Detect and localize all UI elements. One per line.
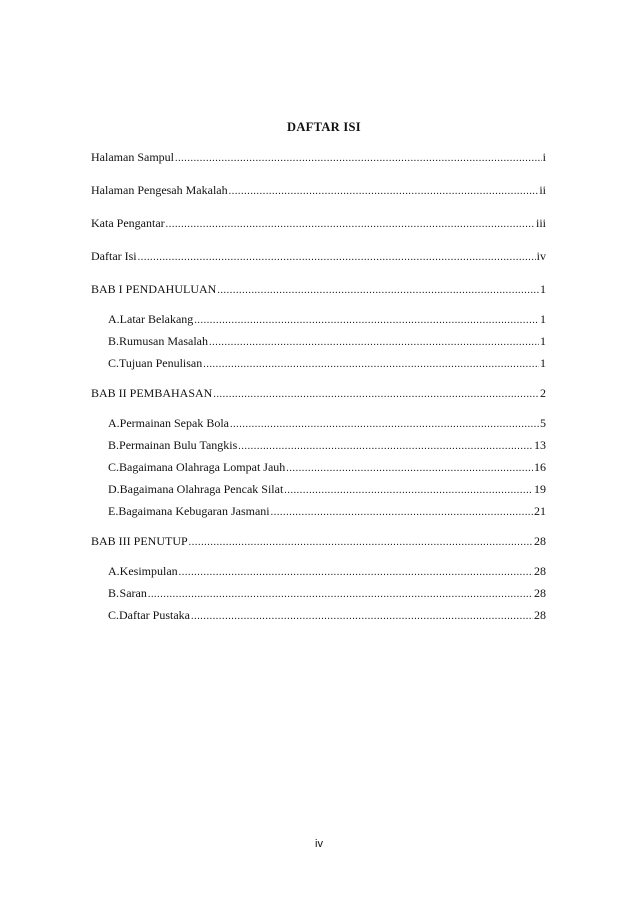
toc-entry [91,183,546,197]
toc-entry-page: 1 [540,356,546,370]
toc-leader-dots [238,440,533,452]
page-number: iv [315,838,323,850]
toc-entry-label: Rumusan Masalah [119,334,209,348]
toc-leader-dots [179,566,533,578]
toc-entry-label: Bagaimana Kebugaran Jasmani [118,504,270,518]
toc-leader-dots [217,284,539,296]
toc-entry [91,216,546,230]
toc-subentry [91,586,546,600]
toc-entry-letter: C. [108,608,120,622]
toc-entry-page: 21 [534,504,546,518]
toc-leader-dots [175,152,542,164]
toc-entry-page: 28 [534,608,546,622]
toc-leader-dots [191,610,533,622]
toc-entry-page: 28 [534,534,546,548]
toc-entry-letter: A. [108,564,120,578]
toc-entry [91,534,546,548]
toc-entry [91,249,546,263]
toc-entry-label: BAB II PEMBAHASAN [91,386,213,400]
toc-subentry [91,334,546,348]
toc-entry-letter: C. [108,356,120,370]
toc-entry-label: Bagaimana Olahraga Pencak Silat [119,482,284,496]
toc-leader-dots [284,484,533,496]
toc-entry-page: 2 [540,386,546,400]
toc-entry [91,386,546,400]
toc-subentry [91,356,546,370]
toc-entry-page: iv [536,249,546,263]
toc-subentry [91,564,546,578]
toc-entry-letter: E. [108,504,119,518]
toc-entry-page: 19 [534,482,546,496]
toc-entry-label: Tujuan Penulisan [119,356,203,370]
toc-entry-letter: A. [108,416,120,430]
toc-entry-label: Latar Belakang [119,312,194,326]
toc-entry-letter: D. [108,482,120,496]
page-title: DAFTAR ISI [287,120,361,134]
toc-entry-letter: B. [108,334,120,348]
toc-subentry [91,438,546,452]
toc-leader-dots [203,358,539,370]
toc-entry-label: Bagaimana Olahraga Lompat Jauh [119,460,286,474]
toc-entry-page: ii [539,183,546,197]
toc-entry-letter: A. [108,312,120,326]
toc-entry-letter: B. [108,586,120,600]
toc-leader-dots [286,462,533,474]
toc-leader-dots [189,536,533,548]
toc-leader-dots [209,336,539,348]
toc-leader-dots [271,506,533,518]
toc-leader-dots [148,588,533,600]
toc-entry-page: 28 [534,564,546,578]
toc-subentry [91,504,546,518]
toc-entry-label: Kesimpulan [119,564,178,578]
toc-entry-letter: B. [108,438,120,452]
toc-entry-page: 16 [534,460,546,474]
toc-entry-label: BAB I PENDAHULUAN [91,282,217,296]
toc-subentry [91,312,546,326]
toc-entry-page: i [542,150,546,164]
toc-entry-label: Permainan Bulu Tangkis [119,438,238,452]
toc-leader-dots [138,251,536,263]
toc-entry-page: 5 [540,416,546,430]
toc-subentry [91,416,546,430]
toc-entry-label: BAB III PENUTUP [91,534,188,548]
toc-subentry [91,482,546,496]
toc-entry-label: Daftar Isi [91,249,137,263]
toc-leader-dots [230,418,539,430]
toc-entry-letter: C. [108,460,120,474]
toc-leader-dots [166,218,535,230]
toc-entry-page: 28 [534,586,546,600]
toc-subentry [91,608,546,622]
toc-entry-label: Daftar Pustaka [119,608,190,622]
toc-subentry [91,460,546,474]
toc-entry-label: Halaman Sampul [91,150,174,164]
toc-entry-page: 1 [540,334,546,348]
toc-entry [91,282,546,296]
toc-entry-page: 1 [540,282,546,296]
toc-entry-label: Kata Pengantar [91,216,165,230]
toc-leader-dots [213,388,539,400]
toc-entry-label: Halaman Pengesah Makalah [91,183,228,197]
toc-entry [91,150,546,164]
toc-entry-page: 13 [534,438,546,452]
toc-entry-page: 1 [540,312,546,326]
toc-leader-dots [229,185,539,197]
toc-entry-label: Saran [119,586,147,600]
toc-leader-dots [194,314,539,326]
toc-entry-page: iii [535,216,546,230]
toc-entry-label: Permainan Sepak Bola [119,416,229,430]
